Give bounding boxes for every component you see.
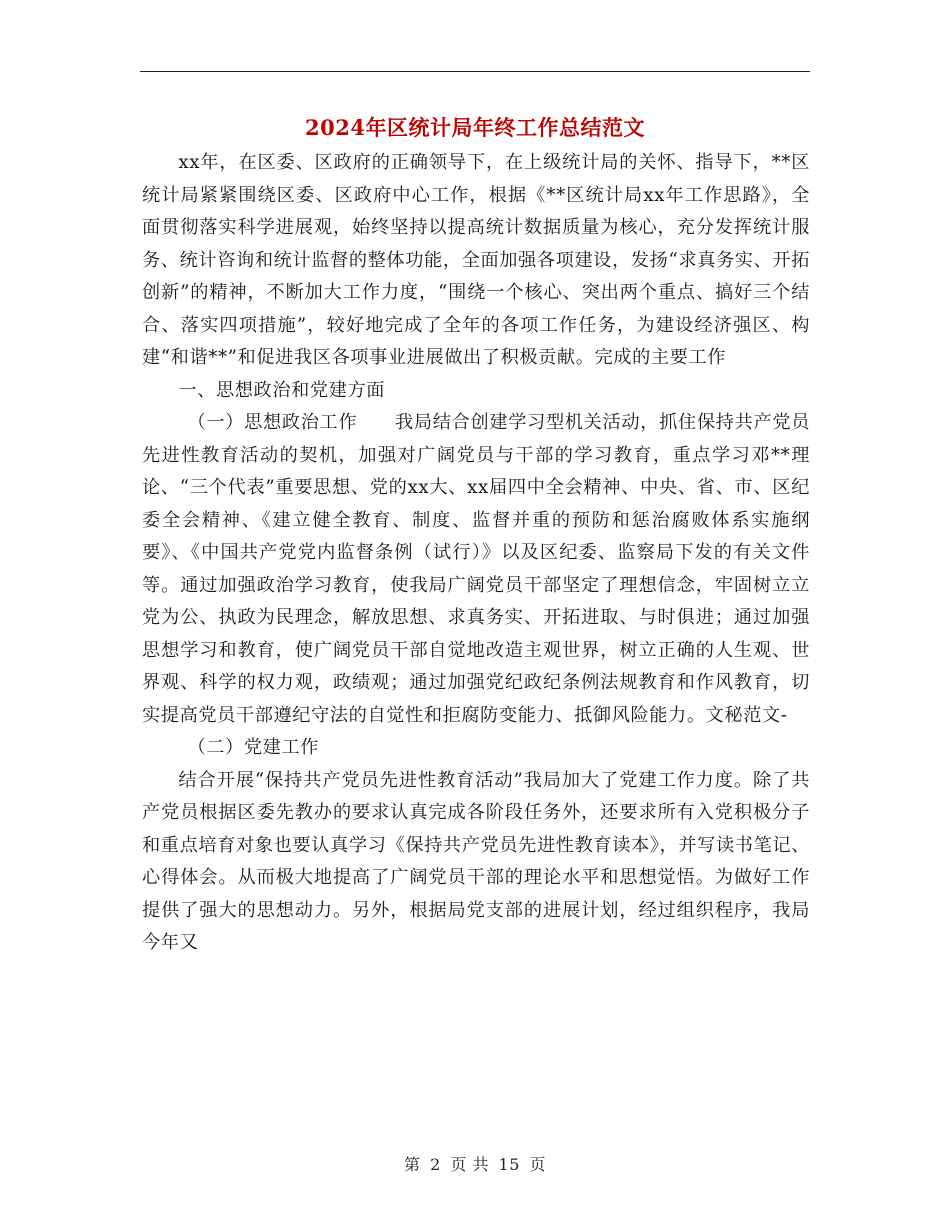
header-rule	[140, 71, 810, 72]
section-heading-1: 一、思想政治和党建方面	[178, 379, 386, 401]
footer-middle: 页 共	[450, 1155, 489, 1174]
document-title: 2024年区统计局年终工作总结范文	[305, 115, 645, 140]
subsection-ideology-paragraph: （一）思想政治工作 我局结合创建学习型机关活动，抓住保持共产党员先进性教育活动的契机，加强对广阔党员与干部的学习教育，重点学习邓**理论、“三个代表”重要思想、党的xx大、xx届四中全会精神、中央、省、市、区纪委全会精神、《建立健全教育、制度、监督并重的预防和惩治腐败体系实施纲要》、《中国共产党党内监督条例（试行）》以及区纪委、监察局下发的有关文件等。通过加强政治学习教育，使我局广阔党员干部坚定了理想信念，牢固树立立党为公、执政为民理念，解放思想、求真务实、开拓进取、与时俱进；通过加强思想学习和教育，使广阔党员干部自觉地改造主观世界，树立正确的人生观、世界观、科学的权力观，政绩观；通过加强党纪政纪条例法规教育和作风教育，切实提高党员干部遵纪守法的自觉性和拒腐防变能力、抵御风险能力。文秘范文-	[142, 412, 810, 726]
intro-paragraph: xx年，在区委、区政府的正确领导下，在上级统计局的关怀、指导下，**区统计局紧紧围绕区委、区政府中心工作，根据《**区统计局xx年工作思路》，全面贯彻落实科学进展观，始终坚持以提高统计数据质量为核心，充分发挥统计服务、统计咨询和统计监督的整体功能，全面加强各项建设，发扬“求真务实、开拓创新”的精神，不断加大工作力度，“围绕一个核心、突出两个重点、搞好三个结合、落实四项措施”，较好地完成了全年的各项工作任务，为建设经济强区、构建“和谐**”和促进我区各项事业进展做出了积极贡献。完成的主要工作	[142, 152, 810, 368]
page-number: 2	[430, 1155, 441, 1174]
page-total: 15	[498, 1155, 520, 1174]
footer-prefix: 第	[403, 1155, 421, 1174]
document-body	[142, 147, 810, 960]
page-footer	[0, 1152, 950, 1175]
footer-suffix: 页	[529, 1155, 547, 1174]
subsection-heading-party-building: （二）党建工作	[187, 737, 320, 758]
party-building-paragraph: 结合开展“保持共产党员先进性教育活动”我局加大了党建工作力度。除了共产党员根据区委先教办的要求认真完成各阶段任务外，还要求所有入党积极分子和重点培育对象也要认真学习《保持共产党员先进性教育读本》，并写读书笔记、心得体会。从而极大地提高了广阔党员干部的理论水平和思想觉悟。为做好工作提供了强大的思想动力。另外，根据局党支部的进展计划，经过组织程序，我局今年又	[142, 769, 810, 953]
